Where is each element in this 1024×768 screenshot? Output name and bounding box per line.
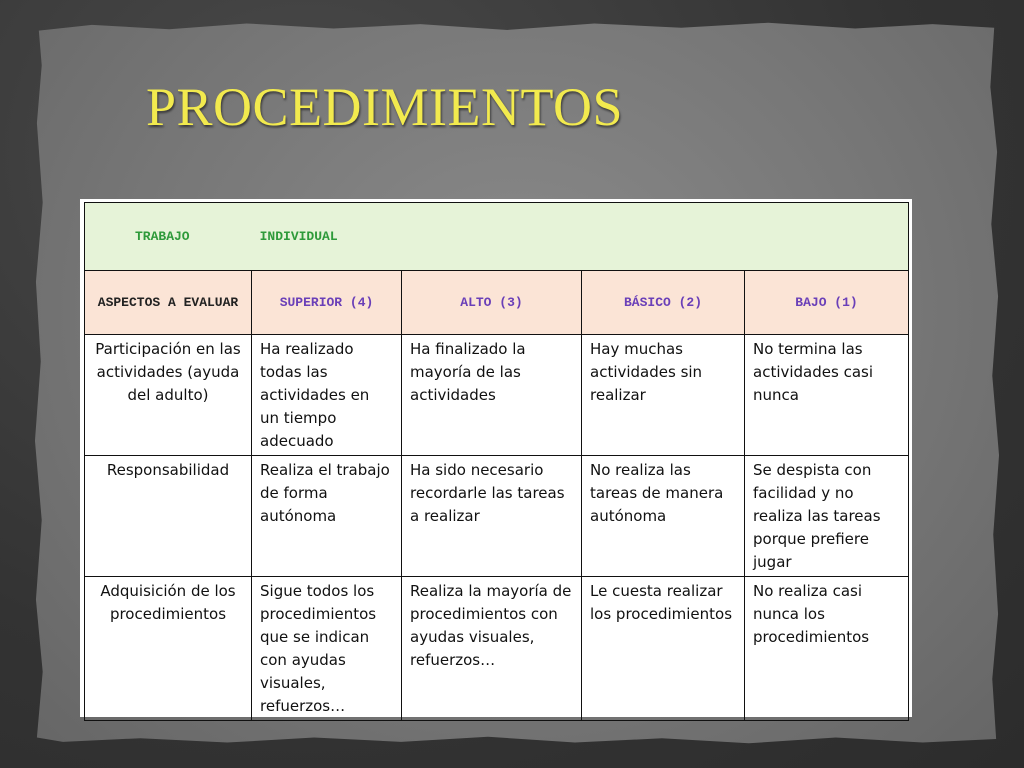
header-superior: SUPERIOR (4) bbox=[252, 271, 402, 335]
alto-cell: Realiza la mayoría de procedimientos con ayudas visuales, refuerzos… bbox=[402, 577, 582, 721]
table-row bbox=[85, 456, 909, 577]
basico-cell: Hay muchas actividades sin realizar bbox=[582, 335, 745, 456]
basico-cell: Le cuesta realizar los procedimientos bbox=[582, 577, 745, 721]
header-basico: BÁSICO (2) bbox=[582, 271, 745, 335]
group-label-individual: INDIVIDUAL bbox=[259, 229, 338, 244]
aspect-cell: Responsabilidad bbox=[85, 456, 252, 577]
table-row bbox=[85, 577, 909, 721]
group-label-trabajo: TRABAJO bbox=[135, 229, 190, 244]
slide-title: PROCEDIMIENTOS bbox=[146, 77, 624, 137]
superior-cell: Sigue todos los procedimientos que se indican con ayudas visuales, refuerzos… bbox=[252, 577, 402, 721]
aspect-cell: Adquisición de los procedimientos bbox=[85, 577, 252, 721]
header-alto: ALTO (3) bbox=[402, 271, 582, 335]
bajo-cell: No termina las actividades casi nunca bbox=[745, 335, 909, 456]
header-aspectos: ASPECTOS A EVALUAR bbox=[85, 271, 252, 335]
table-header-row bbox=[85, 271, 909, 335]
header-bajo: BAJO (1) bbox=[745, 271, 909, 335]
group-label-cell bbox=[85, 203, 909, 271]
rubric-table-frame bbox=[80, 199, 912, 717]
bajo-cell: Se despista con facilidad y no realiza las tareas porque prefiere jugar bbox=[745, 456, 909, 577]
alto-cell: Ha finalizado la mayoría de las actividades bbox=[402, 335, 582, 456]
rubric-table bbox=[84, 202, 909, 721]
table-row bbox=[85, 335, 909, 456]
superior-cell: Ha realizado todas las actividades en un tiempo adecuado bbox=[252, 335, 402, 456]
basico-cell: No realiza las tareas de manera autónoma bbox=[582, 456, 745, 577]
aspect-cell: Participación en las actividades (ayuda del adulto) bbox=[85, 335, 252, 456]
table-group-row bbox=[85, 203, 909, 271]
alto-cell: Ha sido necesario recordarle las tareas a realizar bbox=[402, 456, 582, 577]
bajo-cell: No realiza casi nunca los procedimientos bbox=[745, 577, 909, 721]
superior-cell: Realiza el trabajo de forma autónoma bbox=[252, 456, 402, 577]
